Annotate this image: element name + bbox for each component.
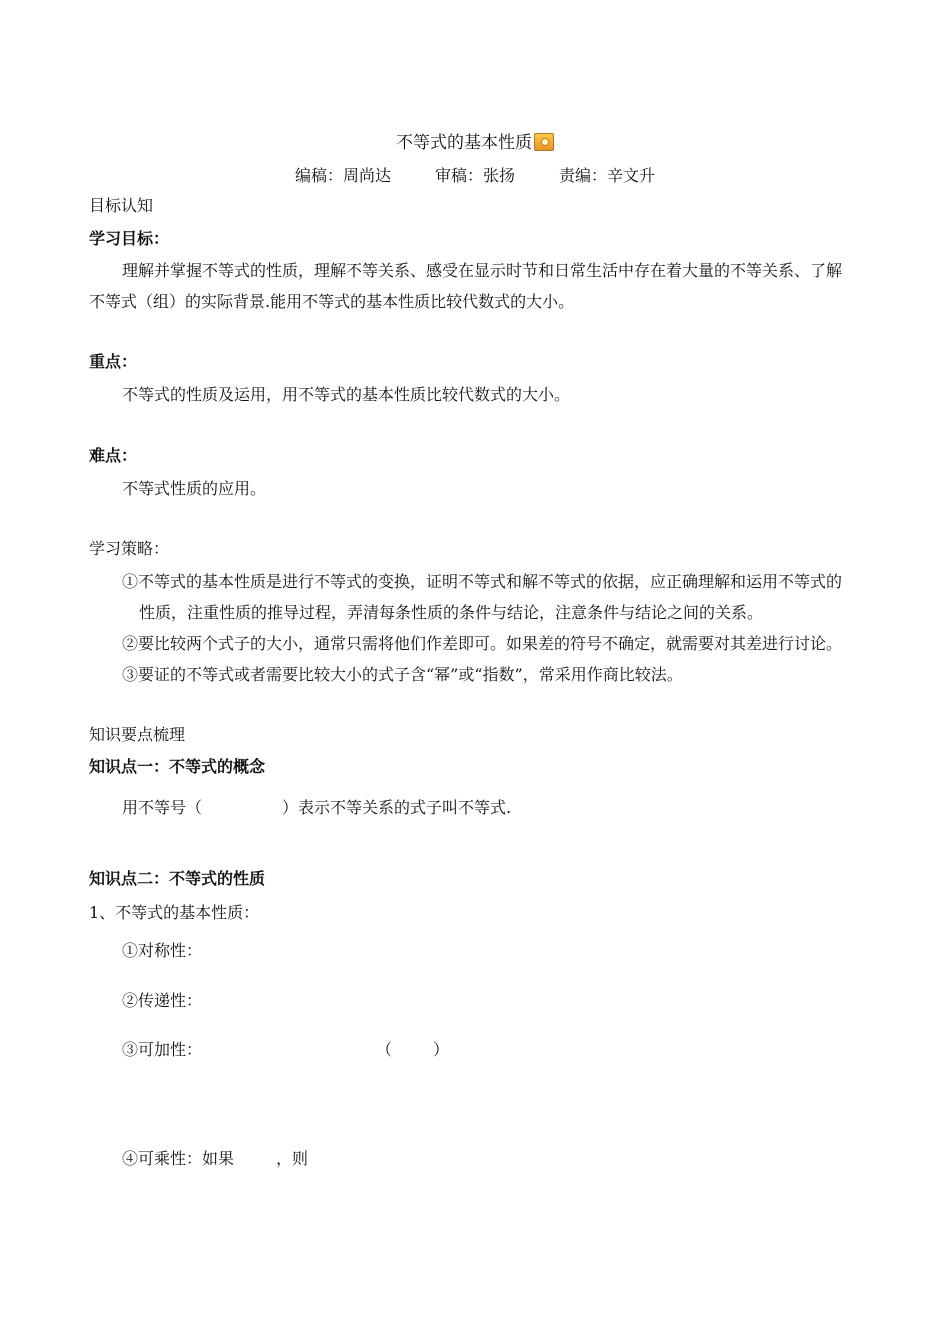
point-1-text-b: ）表示不等关系的式子叫不等式. — [282, 798, 512, 817]
image-icon — [534, 133, 554, 151]
additivity-paren-open: （ — [376, 1040, 393, 1059]
section-heading-knowledge: 知识要点梳理 — [89, 725, 186, 744]
learning-goals-text-1: 理解并掌握不等式的性质，理解不等关系、感受在显示时节和日常生活中存在着大量的不等关系、了解 — [122, 261, 843, 280]
property-transitivity: ②传递性： — [122, 991, 203, 1010]
property-symmetry: ①对称性： — [122, 941, 203, 960]
editor-credit: 编稿：周尚达 — [294, 166, 391, 185]
strategy-1-line-2: 性质，注重性质的推导过程，弄清每条性质的条件与结论，注意条件与结论之间的关系。 — [139, 603, 764, 622]
chief-editor-credit: 责编：辛文升 — [559, 166, 656, 185]
knowledge-point-1-label: 知识点一：不等式的概念 — [89, 757, 266, 776]
page-title — [0, 132, 950, 154]
editor-credits — [0, 166, 950, 186]
strategy-1-line-1: ①不等式的基本性质是进行不等式的变换，证明不等式和解不等式的依据，应正确理解和运用不等式的 — [122, 572, 843, 591]
multiplicativity-text-b: ，则 — [276, 1149, 309, 1168]
additivity-paren-close: ） — [433, 1040, 450, 1059]
knowledge-point-1-text — [122, 798, 511, 818]
reviewer-credit: 审稿：张扬 — [434, 166, 515, 185]
key-points-text: 不等式的性质及运用，用不等式的基本性质比较代数式的大小。 — [122, 385, 571, 404]
difficult-points-label: 难点： — [89, 446, 138, 465]
learning-goals-text-2: 不等式（组）的实际背景.能用不等式的基本性质比较代数式的大小。 — [89, 292, 575, 311]
property-additivity: ③可加性： — [122, 1040, 203, 1059]
strategy-3: ③要证的不等式或者需要比较大小的式子含“幂”或“指数”，常采用作商比较法。 — [122, 665, 683, 684]
section-heading-goals: 目标认知 — [89, 196, 154, 215]
property-multiplicativity — [122, 1149, 308, 1169]
key-points-label: 重点： — [89, 352, 138, 371]
basic-properties-heading: 1、不等式的基本性质： — [89, 903, 260, 922]
learning-strategy-label: 学习策略： — [89, 539, 170, 558]
difficult-points-text: 不等式性质的应用。 — [122, 479, 267, 498]
point-1-text-a: 用不等号（ — [122, 798, 203, 817]
title-text: 不等式的基本性质 — [396, 133, 532, 153]
learning-goals-label: 学习目标： — [89, 229, 170, 248]
multiplicativity-text-a: ④可乘性：如果 — [122, 1149, 235, 1168]
knowledge-point-2-label: 知识点二：不等式的性质 — [89, 869, 266, 888]
strategy-2: ②要比较两个式子的大小，通常只需将他们作差即可。如果差的符号不确定，就需要对其差进行讨论。 — [122, 634, 843, 653]
